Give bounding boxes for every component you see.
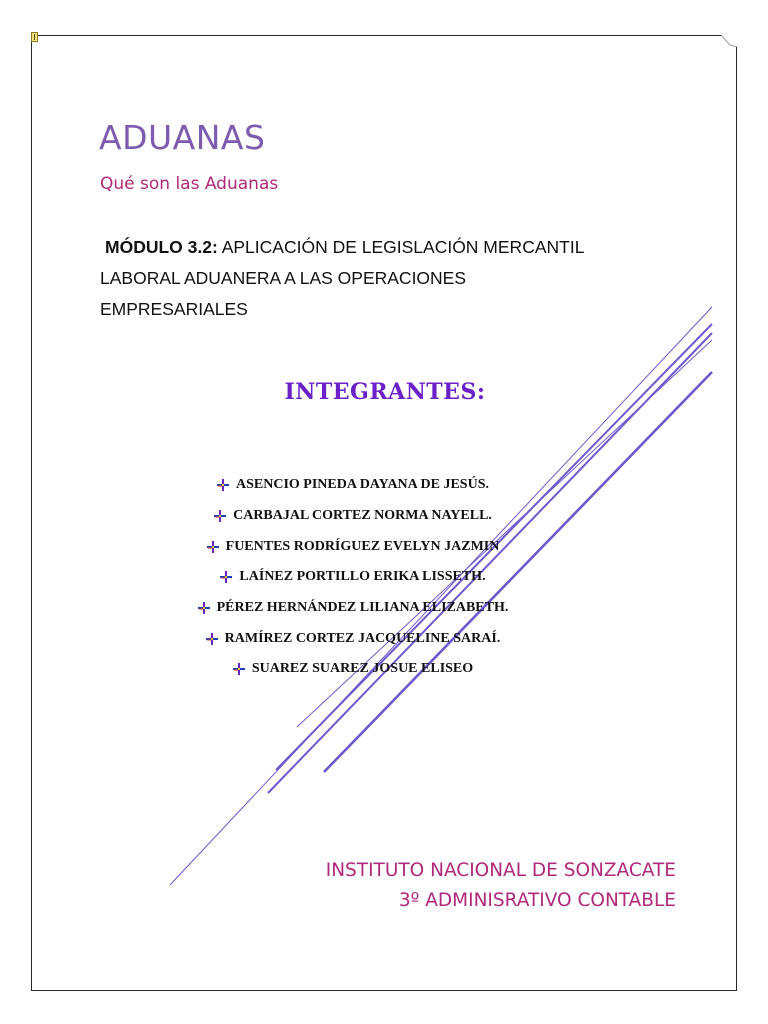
four-point-star-bullet-icon [216, 478, 230, 492]
four-point-star-bullet-icon [197, 601, 211, 615]
list-item [0, 501, 705, 532]
four-point-star-bullet-icon [205, 632, 219, 646]
four-point-star-bullet-icon [232, 662, 246, 676]
module-text-1: APLICACIÓN DE LEGISLACIÓN MERCANTIL [221, 237, 585, 257]
module-line-2: LABORAL ADUANERA A LAS OPERACIONES [100, 268, 467, 288]
list-item [0, 623, 705, 654]
member-name: RAMÍREZ CORTEZ JACQUELINE SARAÍ. [224, 630, 501, 646]
institution-name: INSTITUTO NACIONAL DE SONZACATE [325, 860, 676, 881]
document-subtitle: Qué son las Aduanas [100, 174, 279, 194]
module-line-3: EMPRESARIALES [100, 299, 248, 319]
member-name: FUENTES RODRÍGUEZ EVELYN JAZMIN [225, 538, 500, 554]
list-item [0, 531, 705, 562]
member-name: CARBAJAL CORTEZ NORMA NAYELL. [233, 508, 492, 524]
page-fold-corner-icon [721, 35, 737, 47]
member-name: ASENCIO PINEDA DAYANA DE JESÚS. [236, 477, 489, 493]
module-description [100, 232, 700, 325]
list-item [0, 654, 705, 685]
member-name: LAÍNEZ PORTILLO ERIKA LISSETH. [239, 569, 486, 585]
institution-block [326, 856, 676, 916]
member-name: SUAREZ SUAREZ JOSUE ELISEO [251, 661, 474, 677]
four-point-star-bullet-icon [213, 509, 227, 523]
document-title: ADUANAS [99, 118, 266, 157]
members-heading: INTEGRANTES: [284, 379, 486, 405]
list-item [0, 562, 705, 593]
anchor-marker-icon [31, 32, 38, 42]
list-item [0, 470, 705, 501]
module-line-1 [100, 232, 700, 263]
list-item [0, 593, 705, 624]
members-list [0, 470, 705, 685]
four-point-star-bullet-icon [219, 570, 233, 584]
course-name: 3º ADMINISRATIVO CONTABLE [398, 890, 676, 911]
four-point-star-bullet-icon [206, 540, 220, 554]
member-name: PÉREZ HERNÁNDEZ LILIANA ELIZABETH. [216, 600, 509, 616]
module-label: MÓDULO 3.2: [105, 237, 218, 257]
